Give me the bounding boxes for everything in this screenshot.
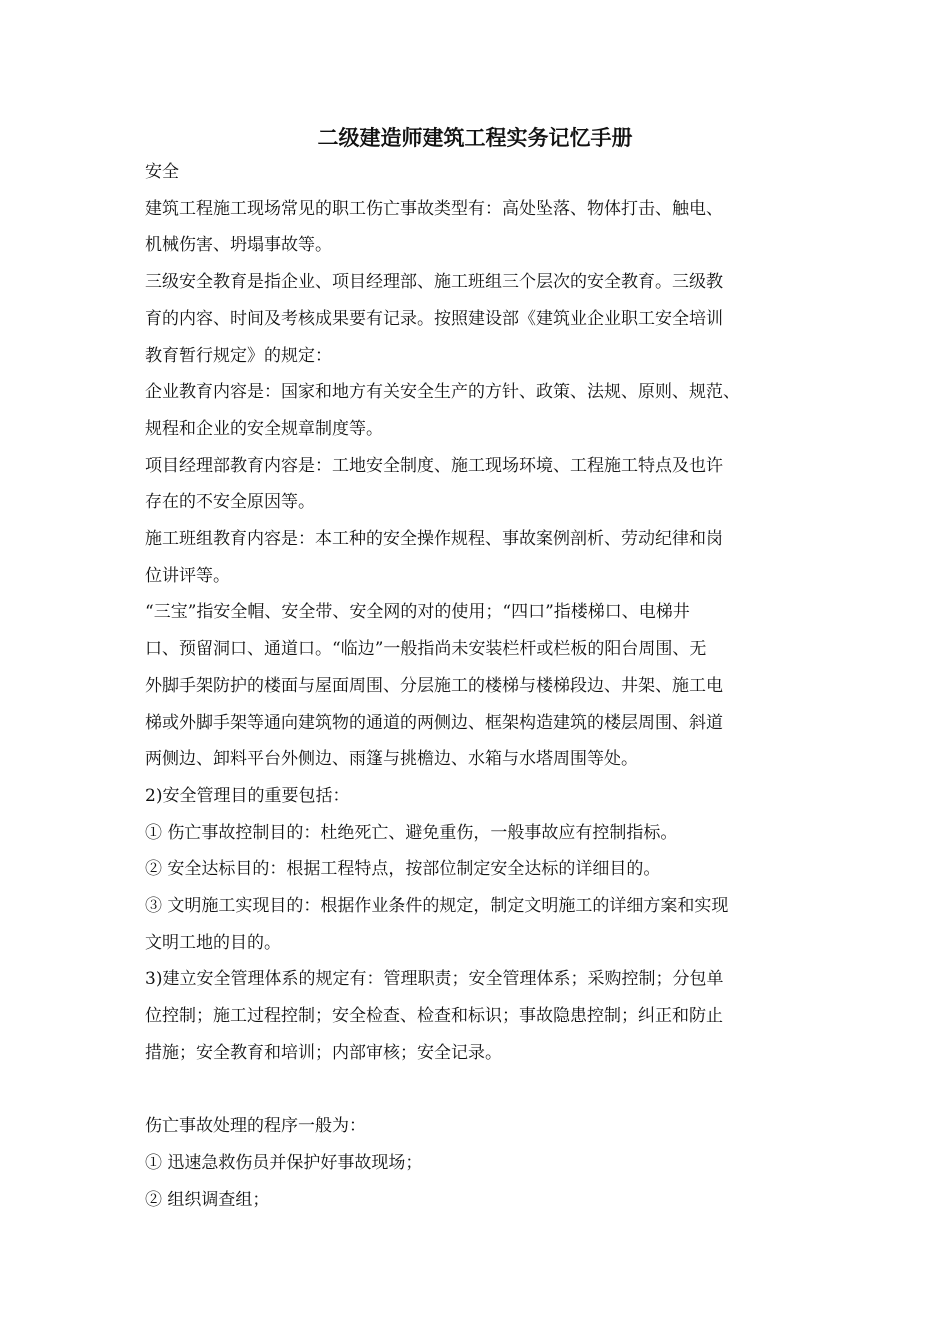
text-line: 2)安全管理目的重要包括： <box>145 785 350 806</box>
text-line: 教育暂行规定》的规定： <box>145 345 332 366</box>
list-item: ① 伤亡事故控制目的：杜绝死亡、避免重伤，一般事故应有控制指标。 <box>145 822 678 843</box>
text-line: 位控制；施工过程控制；安全检查、检查和标识；事故隐患控制；纠正和防止 <box>145 1006 723 1027</box>
text-line: 施工班组教育内容是：本工种的安全操作规程、事故案例剖析、劳动纪律和岗 <box>145 529 723 550</box>
text-line: 口、预留洞口、通道口。“临边”一般指尚未安装栏杆或栏板的阳台周围、无 <box>145 639 707 660</box>
text-line: 伤亡事故处理的程序一般为： <box>145 1116 366 1137</box>
section-heading-safety: 安全 <box>145 162 179 182</box>
text-line: 位讲评等。 <box>145 565 230 586</box>
text-line: 项目经理部教育内容是：工地安全制度、施工现场环境、工程施工特点及也许 <box>145 455 723 476</box>
text-line: 3)建立安全管理体系的规定有：管理职责；安全管理体系；采购控制；分包单 <box>145 969 724 990</box>
text-line: 育的内容、时间及考核成果要有记录。按照建设部《建筑业企业职工安全培训 <box>145 308 723 329</box>
text-line: 文明工地的目的。 <box>145 932 281 953</box>
text-line: 措施；安全教育和培训；内部审核；安全记录。 <box>145 1042 502 1063</box>
text-line: 机械伤害、坍塌事故等。 <box>145 235 332 256</box>
list-item: ③ 文明施工实现目的：根据作业条件的规定，制定文明施工的详细方案和实现 <box>145 896 729 917</box>
text-line: “三宝”指安全帽、安全带、安全网的对的使用；“四口”指楼梯口、电梯井 <box>145 602 690 623</box>
blank-line <box>145 1072 835 1109</box>
text-line: 两侧边、卸料平台外侧边、雨篷与挑檐边、水箱与水塔周围等处。 <box>145 749 638 770</box>
text-line: 建筑工程施工现场常见的职工伤亡事故类型有：高处坠落、物体打击、触电、 <box>145 198 723 219</box>
text-line: 梯或外脚手架等通向建筑物的通道的两侧边、框架构造建筑的楼层周围、斜道 <box>145 712 723 733</box>
text-line: 规程和企业的安全规章制度等。 <box>145 418 383 439</box>
text-line: 三级安全教育是指企业、项目经理部、施工班组三个层次的安全教育。三级教 <box>145 272 723 293</box>
list-item: ② 安全达标目的：根据工程特点，按部位制定安全达标的详细目的。 <box>145 859 661 880</box>
text-line: 企业教育内容是：国家和地方有关安全生产的方针、政策、法规、原则、规范、 <box>145 382 740 403</box>
document-title: 二级建造师建筑工程实务记忆手册 <box>317 126 633 150</box>
text-line: 外脚手架防护的楼面与屋面周围、分层施工的楼梯与楼梯段边、井架、施工电 <box>145 675 723 696</box>
list-item: ② 组织调查组； <box>145 1189 270 1210</box>
document-body <box>145 154 835 1218</box>
list-item: ① 迅速急救伤员并保护好事故现场； <box>145 1152 423 1173</box>
text-line: 存在的不安全原因等。 <box>145 492 315 513</box>
